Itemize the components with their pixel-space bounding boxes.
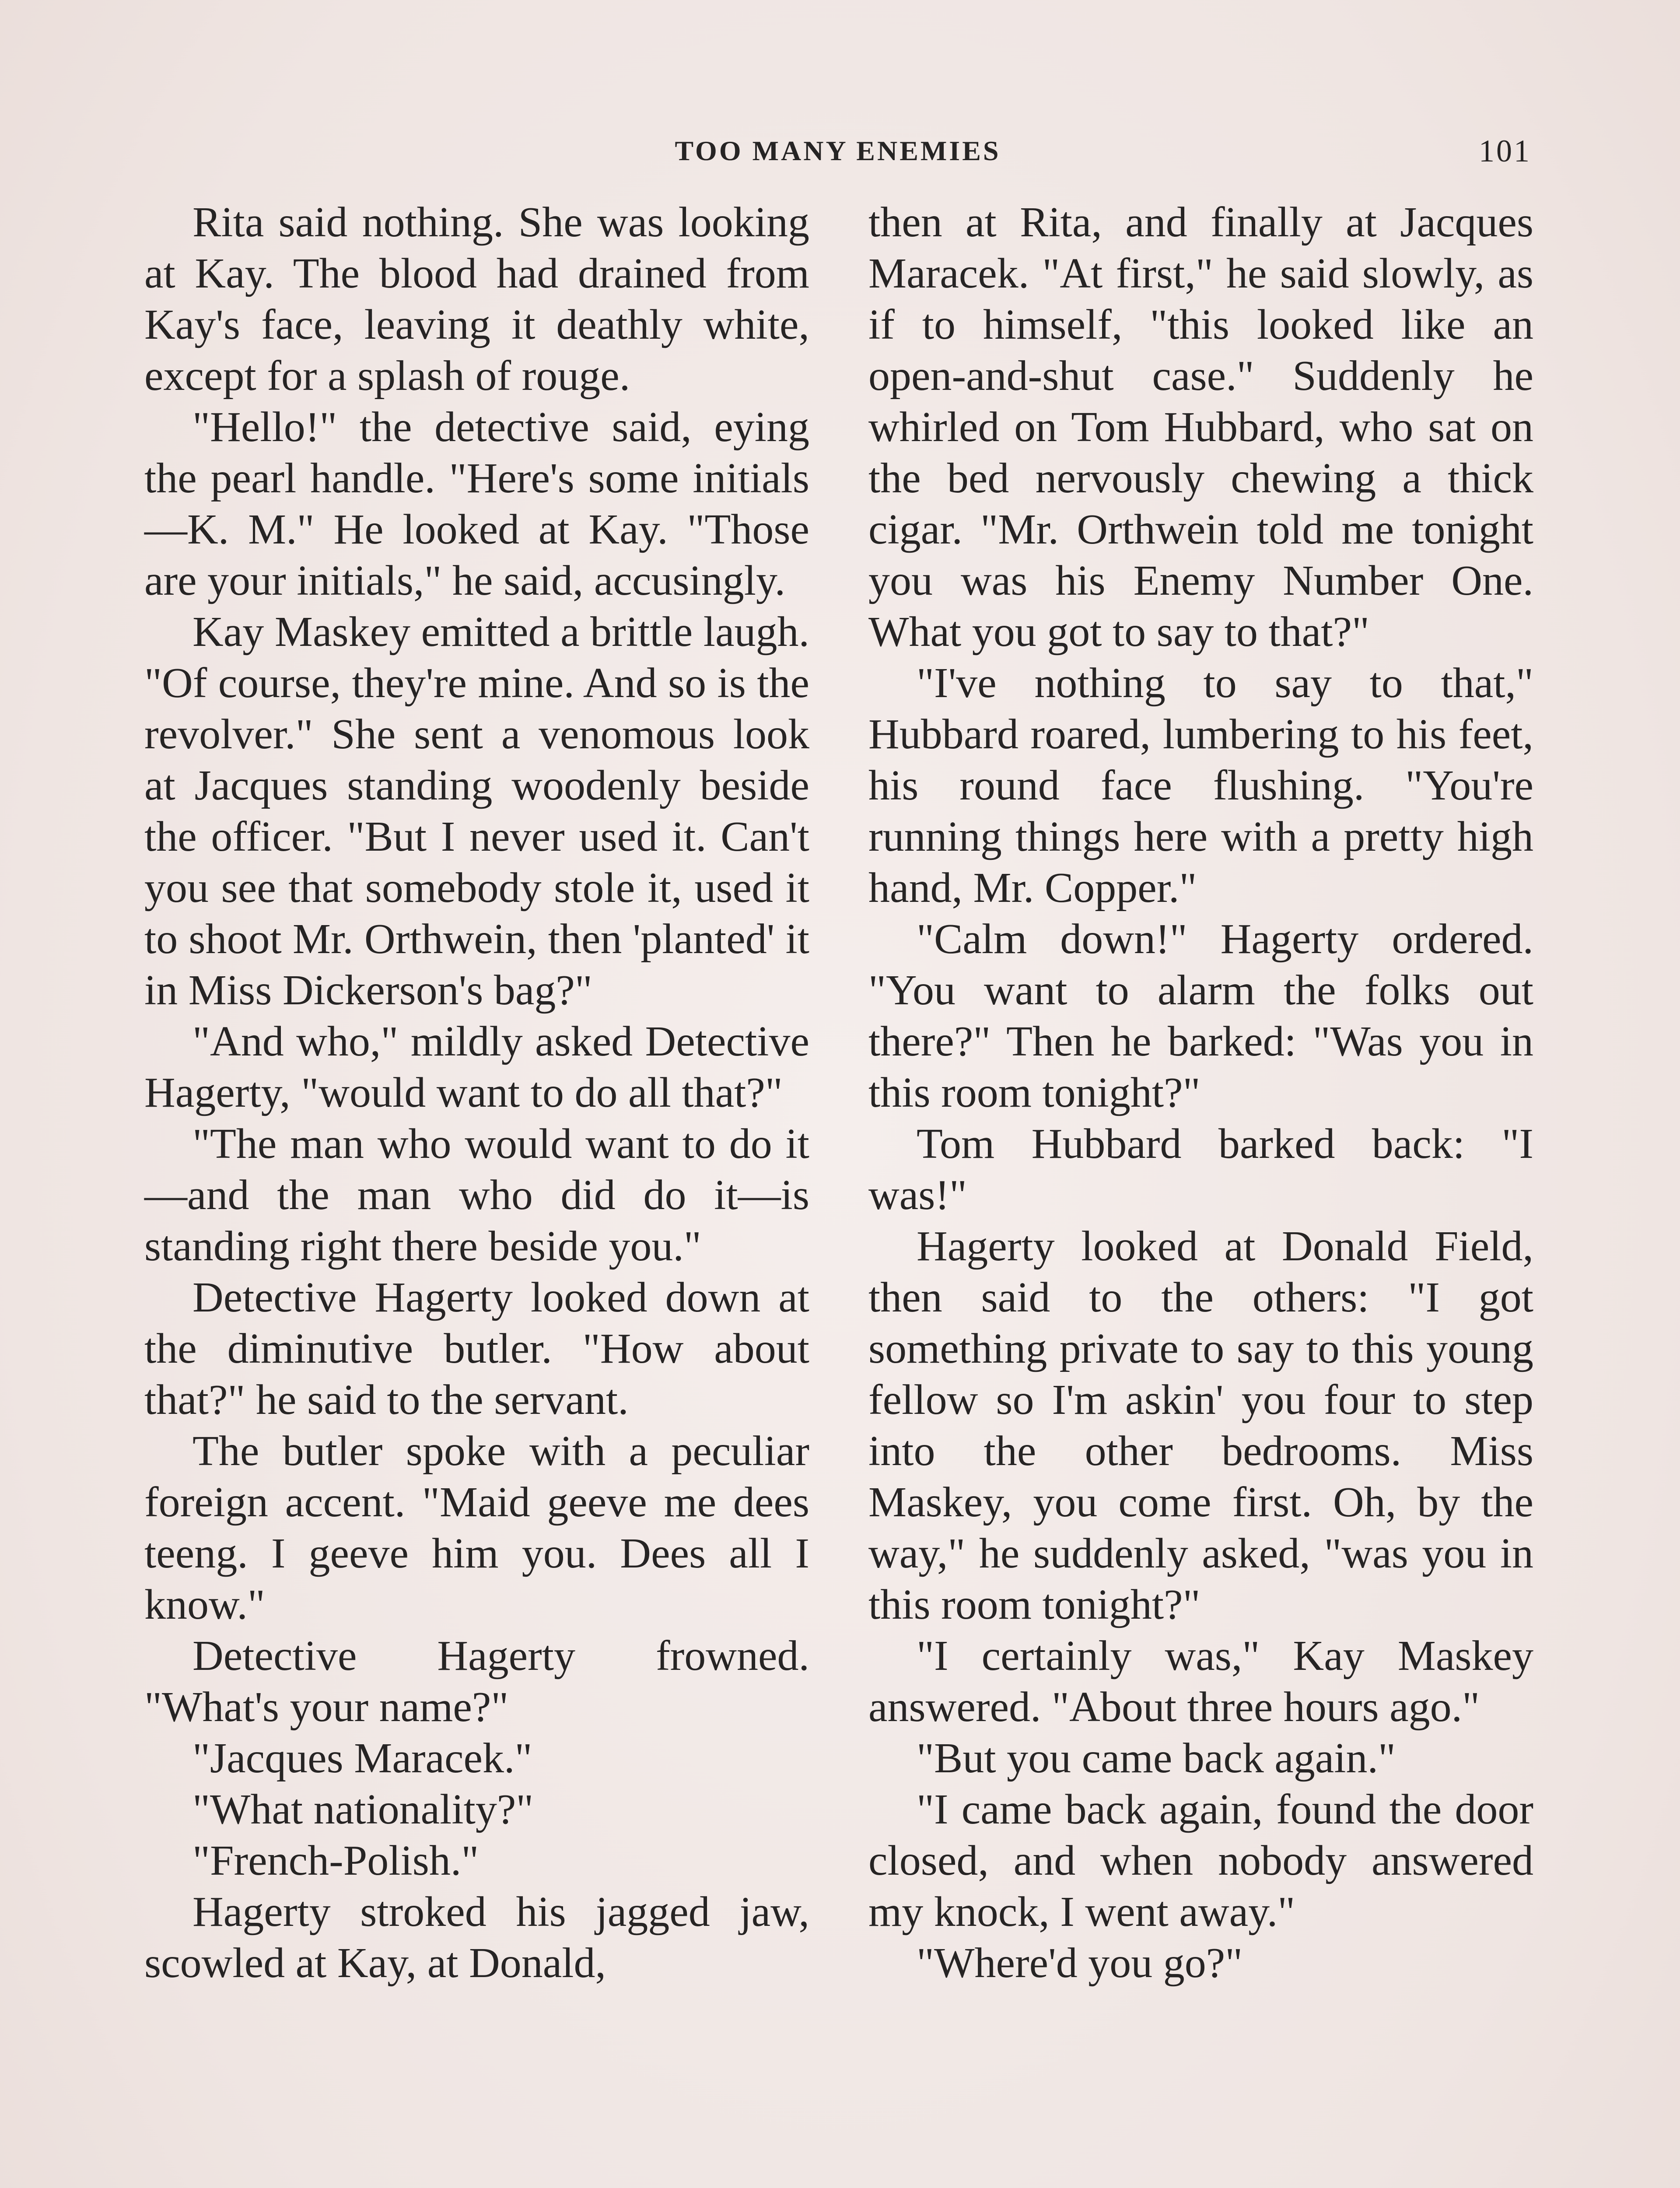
paragraph: Detective Hagerty frowned. "What's your name?"	[144, 1632, 809, 1731]
right-column	[868, 197, 1533, 1989]
paragraph: "Calm down!" Hagerty ordered. "You want to alarm the folks out there?" Then he barked: "Was you in this room tonight?"	[868, 915, 1533, 1116]
paragraph: "Hello!" the detective said, eying the pearl handle. "Here's some initials—K. M." He looked at Kay. "Those are your initials," he said, accusingly.	[144, 403, 809, 604]
page-number: 101	[1479, 133, 1531, 168]
paragraph: Hagerty stroked his jagged jaw, scowled at Kay, at Donald,	[144, 1888, 809, 1987]
paragraph: "The man who would want to do it—and the man who did do it—is standing right there beside you."	[144, 1120, 809, 1270]
paragraph: "I've nothing to say to that," Hubbard roared, lumbering to his feet, his round face flushing. "You're running things here with a pretty high hand, Mr. Copper."	[868, 659, 1533, 912]
paragraph: Tom Hubbard barked back: "I was!"	[868, 1120, 1533, 1219]
paragraph: "But you came back again."	[917, 1735, 1396, 1782]
paragraph: "And who," mildly asked Detective Hagerty, "would want to do all that?"	[144, 1018, 809, 1116]
paragraph: Detective Hagerty looked down at the diminutive butler. "How about that?" he said to the servant.	[144, 1274, 809, 1424]
running-title: TOO MANY ENEMIES	[675, 135, 1001, 166]
paragraph-continued: then at Rita, and finally at Jacques Maracek. "At first," he said slowly, as if to himself, "this looked like an open-and-shut case." Suddenly he whirled on Tom Hubbard, who sat on the bed nervously chewing a thick cigar. "Mr. Orthwein told me tonight you was his Enemy Number One. What you got to say to that?"	[868, 199, 1533, 656]
paragraph: "I came back again, found the door closed, and when nobody answered my knock, I went away."	[868, 1786, 1533, 1936]
paragraph: "What nationality?"	[192, 1786, 534, 1833]
paragraph: "French-Polish."	[192, 1837, 479, 1884]
paragraph: Kay Maskey emitted a brittle laugh. "Of course, they're mine. And so is the revolver." She sent a venomous look at Jacques standing woodenly beside the officer. "But I never used it. Can't you see that somebody stole it, used it to shoot Mr. Orthwein, then 'planted' it in Miss Dickerson's bag?"	[144, 608, 809, 1014]
paragraph: Rita said nothing. She was looking at Kay. The blood had drained from Kay's face, leaving it deathly white, except for a splash of rouge.	[144, 199, 809, 400]
paragraph: "I certainly was," Kay Maskey answered. "About three hours ago."	[868, 1632, 1533, 1731]
page-header	[144, 127, 1531, 175]
paragraph: The butler spoke with a peculiar foreign accent. "Maid geeve me dees teeng. I geeve him you. Dees all I know."	[144, 1427, 809, 1628]
paragraph: "Jacques Maracek."	[192, 1735, 532, 1782]
paragraph: "Where'd you go?"	[917, 1939, 1243, 1987]
paragraph: Hagerty looked at Donald Field, then said to the others: "I got something private to say to this young fellow so I'm askin' you four to step into the other bedrooms. Miss Maskey, you come first. Oh, by the way," he suddenly asked, "was you in this room tonight?"	[868, 1223, 1533, 1628]
left-column	[144, 197, 809, 1989]
